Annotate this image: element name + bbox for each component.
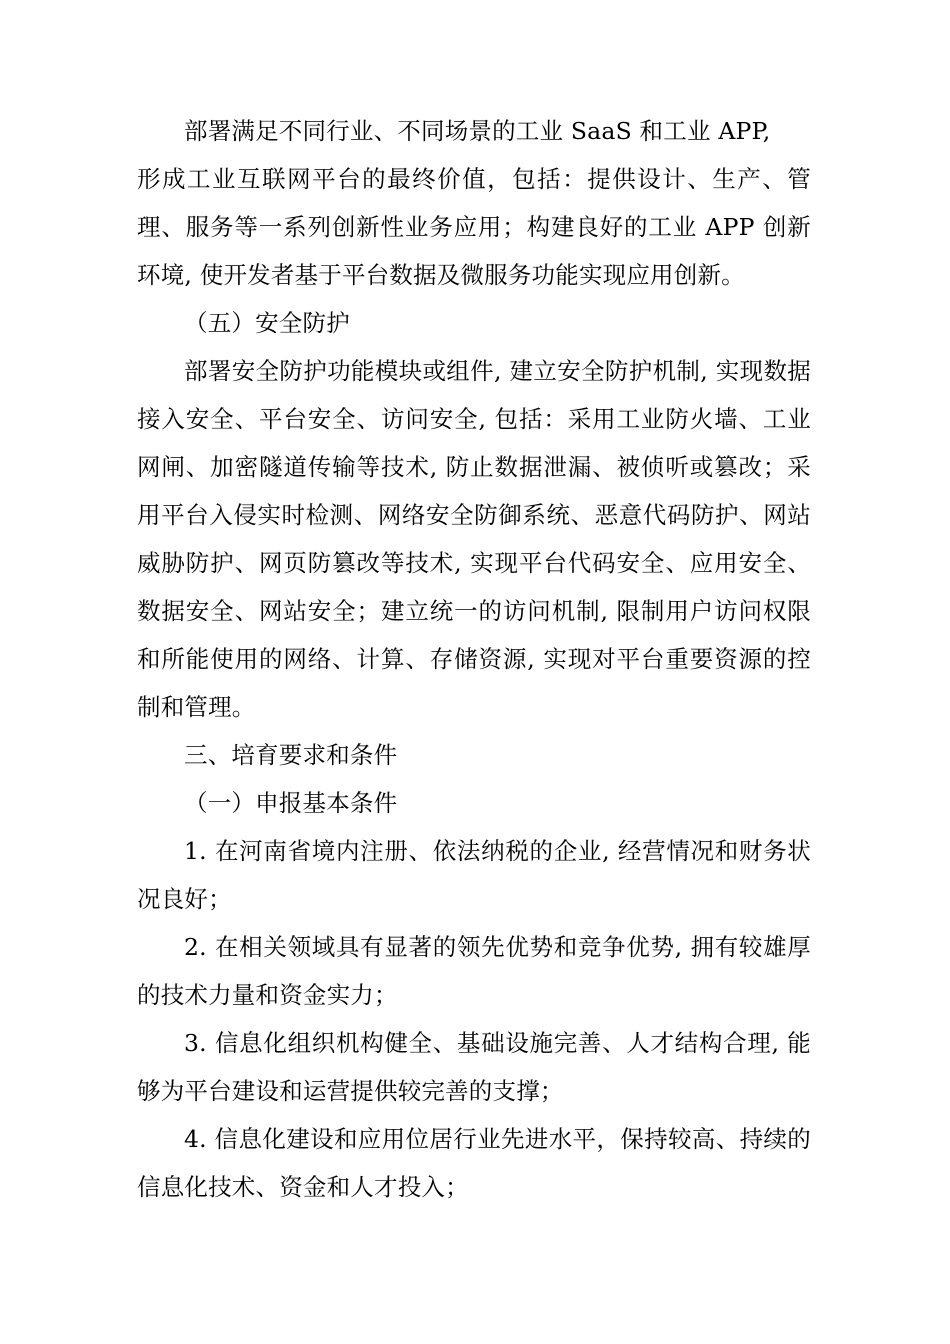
condition-item-1: 1. 在河南省境内注册、依法纳税的企业, 经营情况和财务状况良好； [137,837,811,913]
condition-item-3: 3. 信息化组织机构健全、基础设施完善、人才结构合理, 能够为平台建设和运营提供较完善的支撑； [137,1029,811,1105]
heading-basic-conditions: （一）申报基本条件 [184,789,398,817]
heading-security-protection: （五）安全防护 [184,309,350,337]
paragraph-platform-value: 形成工业互联网平台的最终价值，包括：提供设计、生产、管理、服务等一系列创新性业务应用；构建良好的工业 APP 创新环境, 使开发者基于平台数据及微服务功能实现应用创新。 [137,165,811,289]
heading-cultivation-requirements: 三、培育要求和条件 [184,741,398,769]
paragraph-security-details: 部署安全防护功能模块或组件, 建立安全防护机制, 实现数据接入安全、平台安全、访问安全, 包括：采用工业防火墙、工业网闸、加密隧道传输等技术, 防止数据泄漏、被侦听或篡改；采用平台入侵实时检测、网络安全防御系统、恶意代码防护、网站威胁防护、网页防篡改等技术, 实现平台代码安全、应用安全、数据安全、网站安全；建立统一的访问机制, 限制用户访问权限和所能使用的网络、计算、存储资源, 实现对平台重要资源的控制和管理。 [137,357,811,721]
condition-item-2: 2. 在相关领域具有显著的领先优势和竞争优势, 拥有较雄厚的技术力量和资金实力； [137,933,811,1009]
document-body [137,107,811,1211]
paragraph-saas-deployment: 部署满足不同行业、不同场景的工业 SaaS 和工业 APP, [184,117,771,145]
condition-item-4: 4. 信息化建设和应用位居行业先进水平，保持较高、持续的信息化技术、资金和人才投入； [137,1125,811,1201]
